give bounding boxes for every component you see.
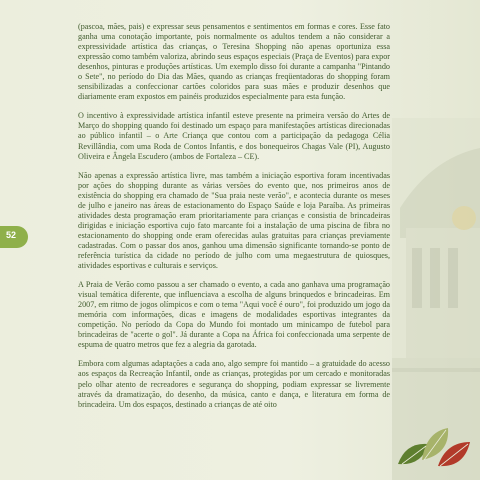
paragraph: O incentivo à expressividade artística infantil esteve presente na primeira versão do Artes de Março do shopping quando foi destinado um espaço para manifestações artísticas direcionadas ao público infantil – o Arte Criança que contou com a participação da pedagoga Célia Revillândia, com uma Roda de Contos Infantis, e dos bonequeiros Chagas Vale (PI), Augusto Oliveira e Ângela Escudero (ambos de Fortaleza – CE). <box>78 111 390 161</box>
body-text <box>78 22 390 419</box>
paragraph: Não apenas a expressão artística livre, mas também a iniciação esportiva foram incentivadas por ações do shopping durante as várias versões do evento que, nos primeiros anos de existência do shopping era chamado de "Sua praia neste verão", e acontecia durante os meses de julho e janeiro nas áreas de estacionamento do Espaço Saúde e loja Paraíba. As primeiras atividades desta programação eram prioritariamente para crianças e consistia de brincadeiras dirigidas e iniciação esportiva cujo fato marcante foi a instalação de uma piscina de fibra no estacionamento do shopping onde eram oferecidas aulas gratuitas para crianças previamente cadastradas. Com o passar dos anos, ganhou uma dimensão significante tornando-se ponto de referência turística da cidade no período de julho com uma megaestrutura de quiosques, atividades esportivas e culturais e serviços. <box>78 170 390 271</box>
paragraph: A Praia de Verão como passou a ser chamado o evento, a cada ano ganhava uma programação visual temática diferente, que influenciava a escolha de alguns brinquedos e brincadeiras. Em 2007, em ritmo de jogos olímpicos e com o tema "Aqui você é ouro", foi produzido um jogo da memória com informações, dicas e imagens de modalidades esportivas integrantes da competição. No período da Copa do Mundo foi montado um minicampo de futebol para brincadeiras de "acerte o gol". Já durante a Copa na África foi confeccionada uma serpente de espuma de quatro metros que fez a alegria da garotada. <box>78 280 390 350</box>
paragraph: (pascoa, mães, pais) e expressar seus pensamentos e sentimentos em formas e cores. Esse fato ganha uma conotação importante, pois normalmente os adultos tendem a não considerar a expressividade artística das crianças, o Teresina Shopping não apenas oportuniza essa expressão como também valoriza, abrindo seus espaços especiais (Praça de Eventos) para expor desenhos, pinturas e produções artísticas. Um exemplo disso foi durante a campanha "Pintando o Sete", no período do Dia das Mães, quando as crianças freqüentadoras do shopping foram sensibilizadas a confeccionar cartões coloridos para suas mães e produzir desenhos que diariamente eram expostos em painéis produzidos especialmente para esta função. <box>78 22 391 102</box>
page-number: 52 <box>6 230 17 240</box>
paragraph: Embora com algumas adaptações a cada ano, algo sempre foi mantido – a gratuidade do acesso aos espaços da Recreação Infantil, onde as crianças, protegidas por um cercado e monitoradas pelo olhar atento de recreadores e segurança do shopping, podiam expressar se livremente através da dramatização, do desenho, da música, canto e dança, e literatura em forma de brincadeira. Um dos espaços, destinado a crianças de até oito <box>78 359 390 409</box>
leaves-ornament <box>392 420 472 478</box>
